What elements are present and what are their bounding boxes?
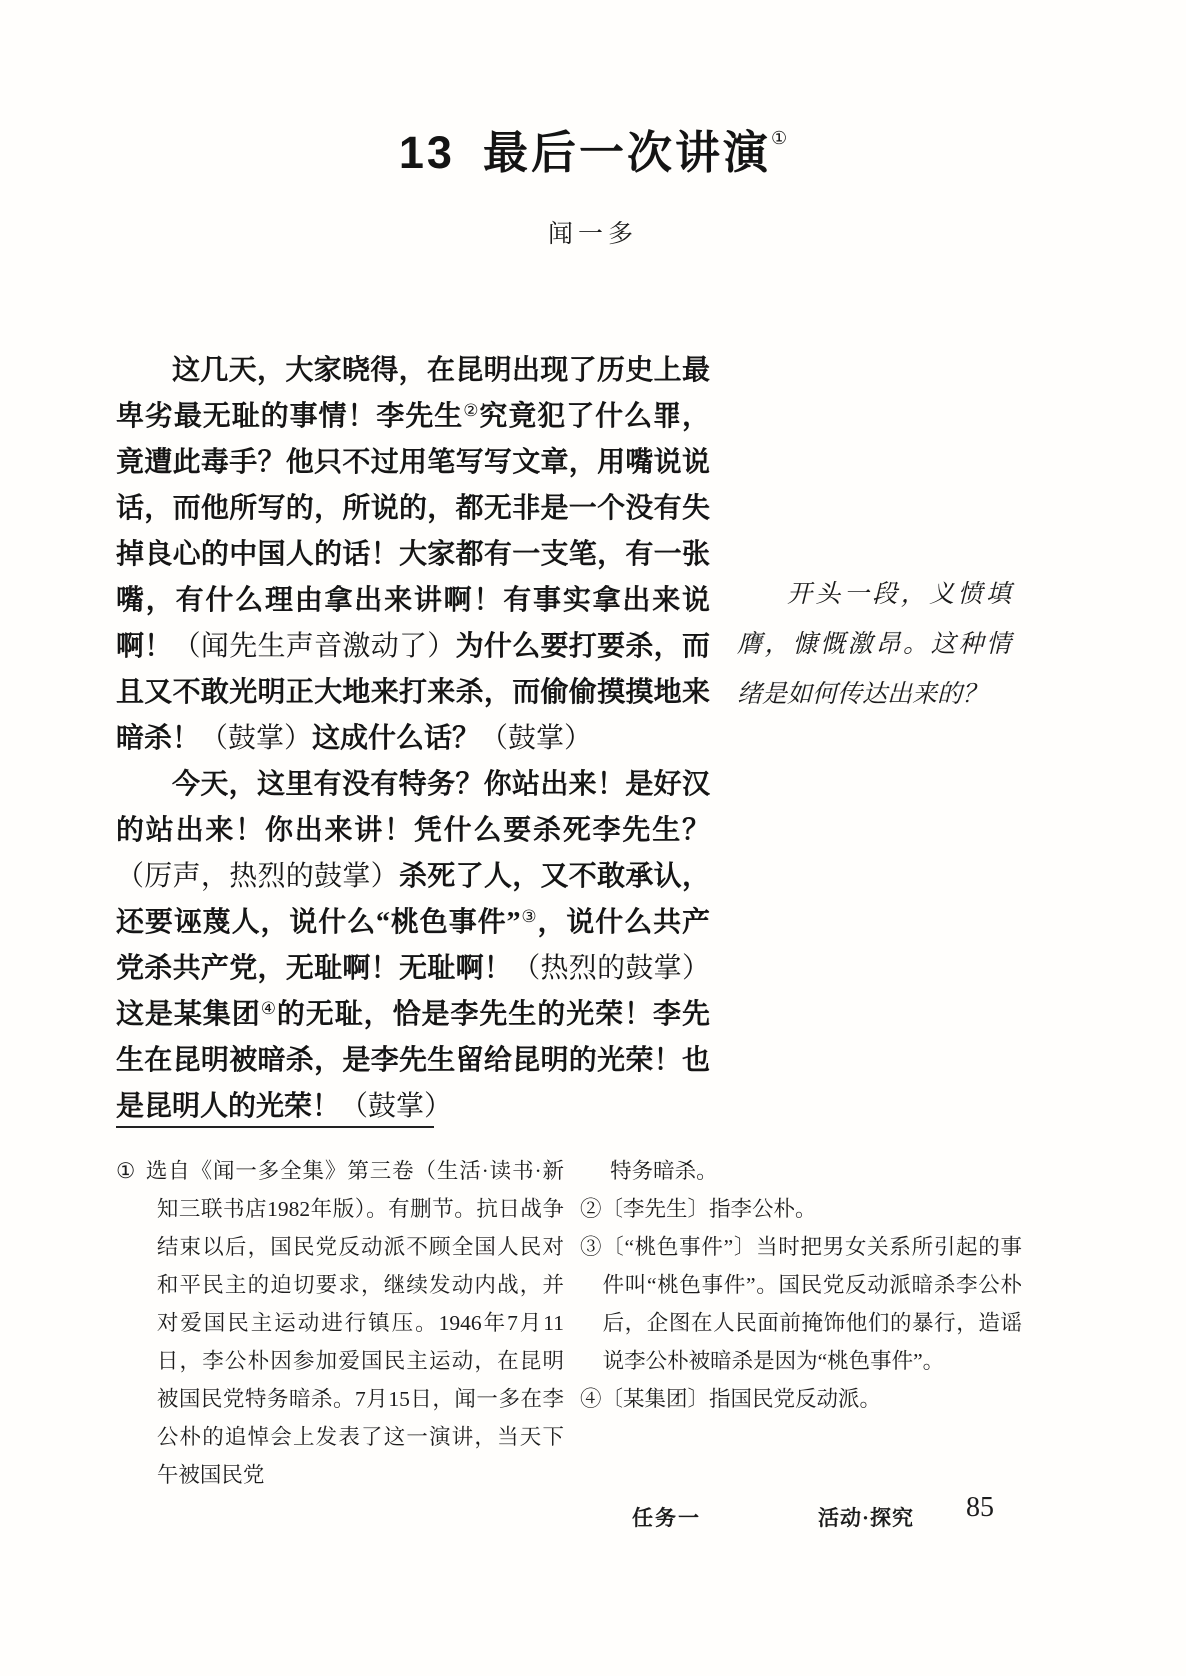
footnote-2 <box>580 1190 1022 1228</box>
footnotes-right-column <box>580 1152 1022 1418</box>
title-footnote-ref: ① <box>770 128 788 148</box>
margin-question: 开头一段，义愤填膺，慷慨激昂。这种情绪是如何传达出来的？ <box>737 581 1011 708</box>
lesson-number: 13 <box>398 127 455 178</box>
page-number: 85 <box>966 1492 994 1523</box>
author-name: 闻一多 <box>547 221 638 248</box>
footer-section-label: 活动·探究 <box>818 1506 915 1530</box>
footnote-1-marker: ① <box>116 1159 137 1183</box>
footnote-divider <box>116 1126 434 1128</box>
footnote-2-marker: ② <box>580 1197 602 1221</box>
footnote-4-marker: ④ <box>580 1387 602 1411</box>
footer-task-label: 任务一 <box>632 1506 701 1530</box>
footnote-4 <box>580 1380 1022 1418</box>
footnote-3 <box>580 1228 1022 1380</box>
speech-paragraph: 这几天，大家晓得，在昆明出现了历史上最卑劣最无耻的事情！李先生②究竟犯了什么罪，竟遭此毒手？他只不过用笔写写文章，用嘴说说话，而他所写的，所说的，都无非是一个没有失掉良心的中国人的话！大家都有一支笔，有一张嘴，有什么理由拿出来讲啊！有事实拿出来说啊！（闻先生声音激动了）为什么要打要杀，而且又不敢光明正大地来打来杀，而偷偷摸摸地来暗杀！（鼓掌）这成什么话？（鼓掌） <box>116 355 710 754</box>
footnote-2-text: 〔李先生〕指李公朴。 <box>601 1197 817 1221</box>
lesson-title-text: 最后一次讲演 <box>482 127 771 178</box>
footnote-3-marker: ③ <box>580 1235 603 1259</box>
footnote-1-continuation: 特务暗杀。 <box>610 1159 718 1183</box>
lesson-title <box>0 116 1186 181</box>
footnotes-left-column <box>116 1152 564 1494</box>
footnote-1 <box>116 1152 564 1494</box>
footnote-3-text: 〔“桃色事件”〕当时把男女关系所引起的事件叫“桃色事件”。国民党反动派暗杀李公朴后，企图在人民面前掩饰他们的暴行，造谣说李公朴被暗杀是因为“桃色事件”。 <box>602 1235 1022 1373</box>
footnote-1-text: 选自《闻一多全集》第三卷（生活·读书·新知三联书店1982年版）。有删节。抗日战争结束以后，国民党反动派不顾全国人民对和平民主的迫切要求，继续发动内战，并对爱国民主运动进行镇压。1946年7月11日，李公朴因参加爱国民主运动，在昆明被国民党特务暗杀。7月15日，闻一多在李公朴的追悼会上发表了这一演讲，当天下午被国民党 <box>145 1159 564 1487</box>
footnote-4-text: 〔某集团〕指国民党反动派。 <box>601 1387 882 1411</box>
speech-body <box>116 348 710 1130</box>
speech-paragraph: 今天，这里有没有特务？你站出来！是好汉的站出来！你出来讲！凭什么要杀死李先生？（厉声，热烈的鼓掌）杀死了人，又不敢承认，还要诬蔑人，说什么“桃色事件”③，说什么共产党杀共产党，无耻啊！无耻啊！（热烈的鼓掌）这是某集团④的无耻，恰是李先生的光荣！李先生在昆明被暗杀，是李先生留给昆明的光荣！也是昆明人的光荣！（鼓掌） <box>116 769 710 1122</box>
